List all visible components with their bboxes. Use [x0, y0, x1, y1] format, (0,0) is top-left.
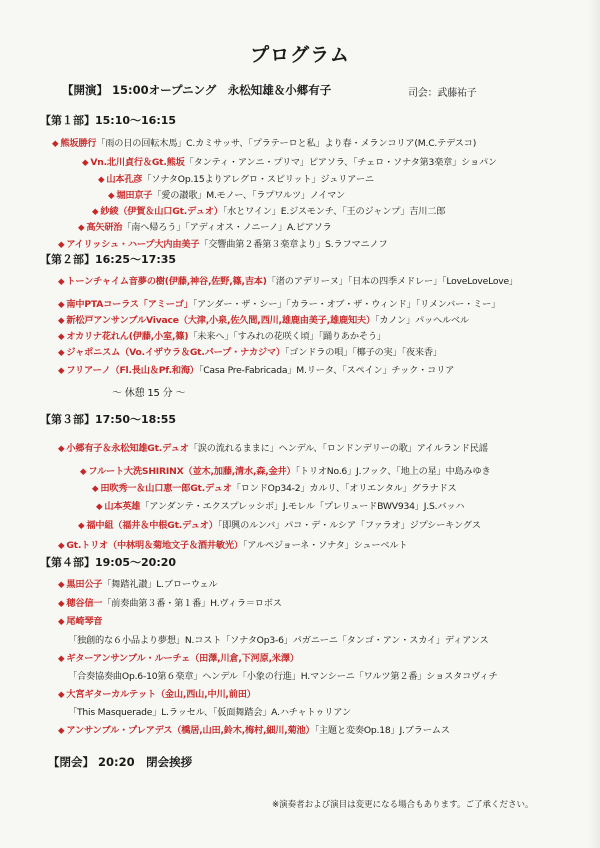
opening-label: 【開演】 [62, 83, 108, 97]
closing-line [48, 754, 192, 770]
pieces-text: 「This Masquerade」L.ラッセル、「仮面舞踏会」A.ハチャトゥリアン [68, 707, 351, 718]
pieces-text: 「トリオNo.6」J.フック、「地上の星」中島みゆき [295, 466, 491, 477]
performer-name: フルート大洗SHIRINX（並木,加藤,清水,森,金井） [88, 466, 296, 477]
performer-name: 大宮ギターカルテット（金山,西山,中川,前田） [66, 689, 256, 700]
pieces-text: 「未来へ」「すみれの花咲く頃」「踊りあかそう」 [188, 331, 386, 342]
part2-item [58, 296, 500, 310]
performer-name: 尾崎琴音 [66, 616, 103, 627]
host-name: 司会：武藤祐子 [408, 88, 477, 99]
part3-item [78, 517, 481, 531]
part2-item [58, 312, 469, 326]
part4-item [68, 632, 488, 646]
part3-item [96, 498, 464, 512]
performer-name: トーンチャイム音夢の樹(伊藤,神谷,佐野,篠,吉本) [66, 276, 267, 287]
pieces-text: 「Casa Pre-Fabricada」M.リータ、「スペイン」チック・コリア [198, 365, 455, 376]
performer-name: 山本孔彦 [106, 174, 143, 185]
part1-item [52, 135, 476, 149]
opening-line [62, 82, 331, 98]
performer-name: 高矢研治 [86, 222, 123, 233]
diamond-bullet-icon: ◆ [58, 316, 65, 326]
performer-name: 紗綾（伊賀＆山口Gt.デュオ） [100, 206, 223, 217]
performer-name: フリアーノ（Fl.長山＆Pf.和海） [66, 365, 199, 376]
pieces-text: 「ソナタOp.15よりアレグロ・スピリット」ジュリアーニ [142, 174, 374, 185]
part1-item [92, 203, 445, 217]
part2-item [58, 362, 454, 376]
pieces-text: 「交響曲第２番第３楽章より」S.ラフマニノフ [199, 239, 388, 250]
diamond-bullet-icon: ◆ [58, 654, 65, 664]
diamond-bullet-icon: ◆ [52, 139, 59, 149]
performer-name: アイリッシュ・ハープ大内由美子 [66, 239, 200, 250]
part1-item [78, 219, 332, 233]
diamond-bullet-icon: ◆ [58, 300, 65, 310]
part4-item [58, 722, 450, 736]
diamond-bullet-icon: ◆ [78, 521, 85, 531]
diamond-bullet-icon: ◆ [58, 348, 65, 358]
break-text: ～ 休憩 15 分 ～ [112, 388, 186, 399]
pieces-text: 「カノン」パッヘルベル [375, 315, 469, 326]
performer-name: 田吹秀一＆山口恵一郎Gt.デュオ [100, 483, 232, 494]
pieces-text: 「ゴンドラの唄」「椰子の実」「夜来香」 [284, 347, 442, 358]
diamond-bullet-icon: ◆ [58, 541, 65, 551]
diamond-bullet-icon: ◆ [58, 277, 65, 287]
part3-item [58, 440, 488, 454]
diamond-bullet-icon: ◆ [78, 223, 85, 233]
performer-name: オカリナ花れん(伊藤,小室,篠) [66, 331, 189, 342]
part4-item [68, 704, 351, 718]
part3-item [58, 537, 407, 551]
part3-item [92, 480, 456, 494]
performer-name: 堀田京子 [116, 190, 153, 201]
part1-item [108, 187, 345, 201]
part4-item [68, 668, 497, 682]
part3-item [80, 463, 491, 477]
closing-label: 【閉会】 [48, 755, 94, 769]
diamond-bullet-icon: ◆ [58, 690, 65, 700]
disclaimer-note: ※演奏者および演目は変更になる場合もあります。ご了承ください。 [272, 800, 534, 810]
pieces-text: 「渚のアデリーヌ」「日本の四季メドレー」「LoveLoveLove」 [266, 276, 518, 287]
part3-header: 【第３部】17:50～18:55 [40, 413, 177, 426]
performer-name: Vn.北川貞行＆Gt.熊坂 [90, 157, 185, 168]
diamond-bullet-icon: ◆ [58, 580, 65, 590]
diamond-bullet-icon: ◆ [58, 444, 65, 454]
pieces-text: 「即興のルンバ」パコ・デ・ルシア「ファラオ」ジプシーキングス [217, 520, 481, 531]
closing-text: 20:20 閉会挨拶 [98, 755, 193, 769]
performer-name: ギターアンサンブル・ルーチェ（田澤,川倉,下河原,米澤） [66, 653, 299, 664]
diamond-bullet-icon: ◆ [58, 332, 65, 342]
part1-item [98, 171, 374, 185]
part1-header: 【第１部】15:10～16:15 [40, 114, 177, 127]
performer-name: ジャポニスム（Vo.イザウラ＆Gt.パープ・ナカジマ） [66, 347, 285, 358]
diamond-bullet-icon: ◆ [80, 467, 87, 477]
part2-header: 【第２部】16:25～17:35 [40, 253, 177, 266]
part1-item [82, 154, 497, 168]
pieces-text: 「アンダー・ザ・シー」「カラー・オブ・ザ・ウィンド」「リメンバー・ミー」 [192, 299, 501, 310]
diamond-bullet-icon: ◆ [58, 240, 65, 250]
pieces-text: 「アルペジョーネ・ソナタ」シューベルト [242, 540, 408, 551]
diamond-bullet-icon: ◆ [58, 599, 65, 609]
part4-header: 【第４部】19:05～20:20 [40, 556, 177, 569]
performer-name: 新松戸アンサンブルVivace（大津,小泉,佐久間,西川,雄鹿由美子,雄鹿知夫） [66, 315, 375, 326]
page-title: プログラム [250, 44, 350, 66]
performer-name: Gt.トリオ（中林明＆菊地文子＆酒井敏光） [66, 540, 243, 551]
part4-item [58, 576, 217, 590]
diamond-bullet-icon: ◆ [82, 158, 89, 168]
part2-item [58, 328, 386, 342]
part4-item [58, 686, 256, 700]
performer-name: アンサンブル・プレアデス（橋居,山田,鈴木,梅村,細川,菊池） [66, 725, 315, 736]
pieces-text: 「舞踏礼讃」L.ブローウェル [102, 579, 218, 590]
page-edge-shade [588, 0, 600, 848]
pieces-text: 「水とワイン」E.ジスモンチ、「王のジャンプ」吉川二郎 [222, 206, 446, 217]
part1-item [58, 236, 387, 250]
pieces-text: 「主題と変奏Op.18」J.ブラームス [314, 725, 450, 736]
diamond-bullet-icon: ◆ [92, 484, 99, 494]
pieces-text: 「涙の流れるままに」ヘンデル、「ロンドンデリーの歌」アイルランド民謡 [188, 443, 488, 454]
performer-name: 小郷有子＆永松知雄Gt.デュオ [66, 443, 189, 454]
performer-name: 福中組（福井＆中根Gt.デュオ） [86, 520, 218, 531]
performer-name: 南中PTAコーラス「アミーゴ」 [66, 299, 193, 310]
pieces-text: 「ロンドOp34-2」カルリ、「オリエンタル」グラナドス [231, 483, 457, 494]
pieces-text: 「アンダンテ・エクスプレッシボ」J.モレル「プレリュードBWV934」J.S.バッハ [140, 501, 465, 512]
performer-name: 黒田公子 [66, 579, 103, 590]
pieces-text: 「南へ帰ろう」「アディオス・ノニーノ」A.ピアソラ [122, 222, 332, 233]
part4-item [58, 595, 282, 609]
diamond-bullet-icon: ◆ [96, 502, 103, 512]
pieces-text: 「タンティ・アンニ・プリマ」ピアソラ、「チェロ・ソナタ第3楽章」ショパン [184, 157, 497, 168]
diamond-bullet-icon: ◆ [98, 175, 105, 185]
part4-item [58, 613, 102, 627]
performer-name: 熊坂勝行 [60, 138, 97, 149]
diamond-bullet-icon: ◆ [108, 191, 115, 201]
diamond-bullet-icon: ◆ [58, 617, 65, 627]
pieces-text: 「合奏協奏曲Op.6-10第６楽章」ヘンデル「小象の行進」H.マンシーニ「ワルツ第２番」ショスタコヴィチ [68, 671, 498, 682]
diamond-bullet-icon: ◆ [92, 207, 99, 217]
pieces-text: 「前奏曲第３番・第１番」H.ヴィラ＝ロボス [102, 598, 282, 609]
pieces-text: 「独創的な６小品より夢想」N.コスト「ソナタOp3-6」パガニーニ「タンゴ・アン・スカイ」ディアンス [68, 635, 489, 646]
part4-item [58, 650, 299, 664]
performer-name: 山本英雄 [104, 501, 141, 512]
pieces-text: 「雨の日の回転木馬」C.カミサッサ、「プラテーロと私」より春・メランコリア(M.C.テデスコ) [96, 138, 477, 149]
opening-text: 15:00オープニング 永松知雄＆小郷有子 [112, 83, 332, 97]
performer-name: 穂谷信一 [66, 598, 103, 609]
diamond-bullet-icon: ◆ [58, 366, 65, 376]
part2-item [58, 273, 518, 287]
diamond-bullet-icon: ◆ [58, 726, 65, 736]
pieces-text: 「愛の讃歌」M.モノー、「ラプワルツ」ノイマン [152, 190, 346, 201]
part2-item [58, 344, 442, 358]
